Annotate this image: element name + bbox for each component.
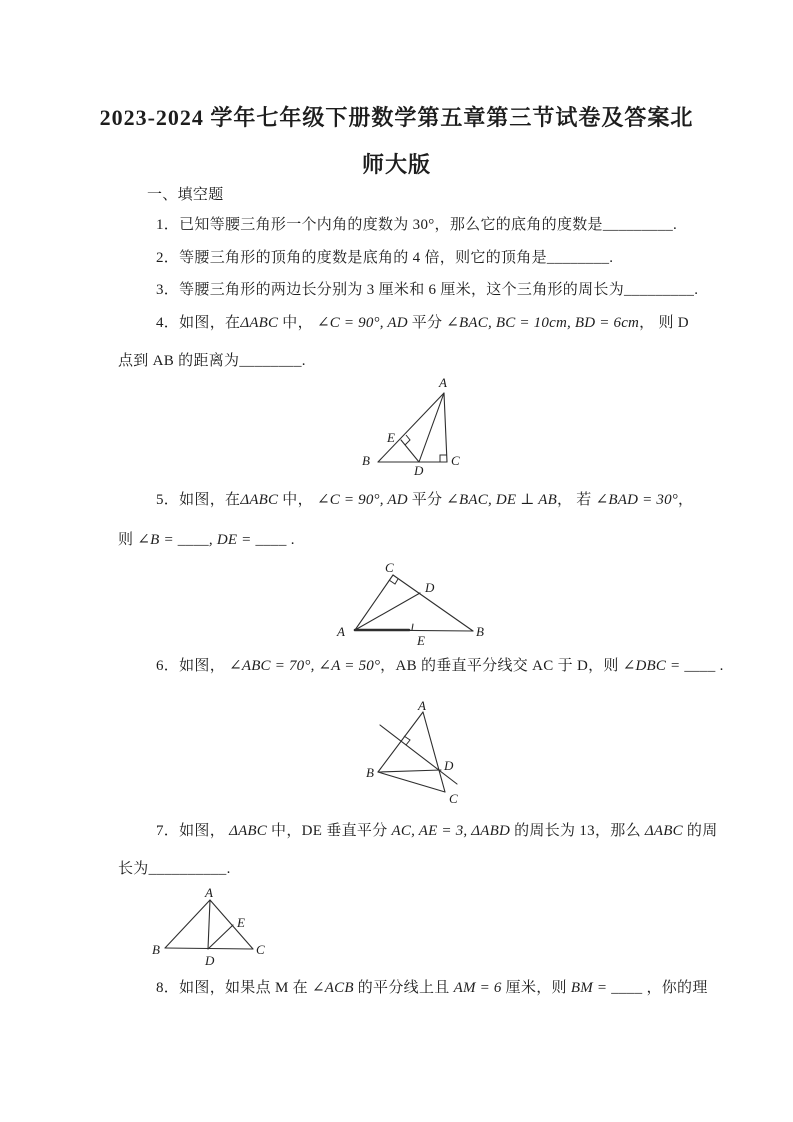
math-expression: ΔABC bbox=[240, 315, 279, 331]
text-run: 2．等腰三角形的顶角的度数是底角的 4 倍，则它的顶角是________. bbox=[156, 250, 614, 266]
figure-question-5 bbox=[333, 556, 485, 648]
text-run: 的周 bbox=[682, 823, 718, 839]
figure-question-6 bbox=[363, 696, 467, 812]
vertex-label-D: D bbox=[444, 758, 454, 773]
question-5-line-2 bbox=[118, 531, 295, 550]
figure-line bbox=[378, 772, 445, 792]
text-run: 1．已知等腰三角形一个内角的度数为 30°，那么它的底角的度数是_________. bbox=[156, 217, 678, 233]
vertex-label-C: C bbox=[451, 453, 460, 468]
vertex-label-A: A bbox=[337, 624, 345, 639]
question-7-line-1 bbox=[156, 822, 718, 841]
vertex-label-B: B bbox=[476, 624, 484, 639]
question-4-line-1 bbox=[156, 314, 689, 333]
question-5-line-1 bbox=[156, 491, 693, 510]
math-expression: AC, AE = 3, ΔABD bbox=[391, 823, 511, 839]
text-run: 长为__________. bbox=[118, 861, 231, 877]
figure-question-4 bbox=[352, 376, 464, 476]
figure-line bbox=[419, 393, 444, 462]
figure-line bbox=[423, 712, 445, 792]
question-1 bbox=[156, 216, 677, 235]
text-run: ，AB 的垂直平分线交 AC 于 D，则 bbox=[380, 658, 623, 674]
text-run: 中， bbox=[278, 492, 317, 508]
vertex-label-C: C bbox=[449, 791, 458, 806]
question-8 bbox=[156, 979, 708, 998]
figure-line bbox=[401, 440, 419, 462]
vertex-label-E: E bbox=[417, 633, 425, 648]
math-expression: BM = bbox=[570, 980, 612, 996]
math-expression: ∠B = bbox=[137, 532, 178, 548]
text-run: ， 则 D bbox=[639, 315, 689, 331]
math-expression: ΔABC bbox=[229, 823, 267, 839]
math-expression: ∠DBC = bbox=[622, 658, 685, 674]
vertex-label-E: E bbox=[237, 915, 245, 930]
figure-line bbox=[165, 900, 210, 948]
figure-line bbox=[412, 624, 413, 630]
section-header-fill-in-the-blanks: 一、填空题 bbox=[147, 187, 224, 203]
text-run: ， bbox=[678, 492, 694, 508]
text-run: ____ bbox=[177, 532, 209, 548]
figure-line bbox=[355, 593, 420, 630]
document-title-line-1: 2023-2024 学年七年级下册数学第五章第三节试卷及答案北 bbox=[99, 105, 694, 130]
vertex-label-C: C bbox=[256, 942, 265, 957]
figure-line bbox=[208, 925, 233, 949]
text-run: 平分 bbox=[411, 315, 443, 331]
text-run: 平分 bbox=[411, 492, 443, 508]
text-run: 中，DE 垂直平分 bbox=[267, 823, 392, 839]
text-run: 4．如图，在 bbox=[156, 315, 241, 331]
vertex-label-D: D bbox=[205, 953, 215, 968]
vertex-label-B: B bbox=[366, 765, 374, 780]
text-run: 5．如图，在 bbox=[156, 492, 241, 508]
vertex-label-A: A bbox=[439, 375, 447, 390]
text-run: ____ . bbox=[684, 658, 724, 674]
right-angle-mark bbox=[405, 435, 410, 445]
text-run: ，你的理 bbox=[646, 980, 708, 996]
vertex-label-B: B bbox=[362, 453, 370, 468]
question-4-line-2 bbox=[118, 352, 306, 371]
text-run: ____ . bbox=[255, 532, 295, 548]
vertex-label-C: C bbox=[385, 560, 394, 575]
math-expression: ΔABC bbox=[644, 823, 683, 839]
figure-line bbox=[355, 575, 393, 630]
text-run: ____ bbox=[611, 980, 647, 996]
text-run: 的周长为 13，那么 bbox=[510, 823, 645, 839]
question-3 bbox=[156, 281, 698, 300]
vertex-label-B: B bbox=[152, 942, 160, 957]
vertex-label-A: A bbox=[418, 698, 426, 713]
math-expression: ∠BAD = 30° bbox=[595, 492, 679, 508]
math-expression: , DE = bbox=[208, 532, 256, 548]
text-run: 3．等腰三角形的两边长分别为 3 厘米和 6 厘米，这个三角形的周长为_________. bbox=[156, 282, 699, 298]
vertex-label-A: A bbox=[205, 885, 213, 900]
math-expression: ΔABC bbox=[240, 492, 279, 508]
math-expression: ∠ABC = 70°, ∠A = 50° bbox=[229, 658, 381, 674]
math-expression: ∠ACB bbox=[312, 980, 354, 996]
vertex-label-E: E bbox=[387, 430, 395, 445]
text-run: 厘米，则 bbox=[501, 980, 571, 996]
text-run: 7．如图， bbox=[156, 823, 230, 839]
math-expression: ∠BAC, DE ⊥ AB bbox=[442, 492, 557, 508]
vertex-label-D: D bbox=[425, 580, 435, 595]
text-run: 点到 AB 的距离为________. bbox=[118, 353, 306, 369]
figure-line bbox=[378, 712, 423, 772]
question-7-line-2 bbox=[118, 860, 231, 879]
text-run: 6．如图， bbox=[156, 658, 230, 674]
text-run: ， 若 bbox=[556, 492, 596, 508]
text-run: 8．如图，如果点 M 在 bbox=[156, 980, 312, 996]
figure-canvas bbox=[333, 556, 485, 648]
figure-line bbox=[378, 770, 441, 772]
question-2 bbox=[156, 249, 613, 268]
right-angle-mark bbox=[440, 455, 447, 462]
figure-line bbox=[444, 393, 447, 462]
math-expression: ∠BAC, BC = 10cm, BD = 6cm bbox=[442, 315, 640, 331]
figure-question-7 bbox=[146, 884, 266, 972]
math-expression: ∠C = 90°, AD bbox=[316, 492, 412, 508]
vertex-label-D: D bbox=[414, 463, 424, 478]
text-run: 的平分线上且 bbox=[353, 980, 454, 996]
text-run: 则 bbox=[118, 532, 138, 548]
text-run: 中， bbox=[278, 315, 317, 331]
question-6 bbox=[156, 657, 724, 676]
math-expression: ∠C = 90°, AD bbox=[316, 315, 412, 331]
math-expression: AM = 6 bbox=[453, 980, 502, 996]
figure-line bbox=[208, 900, 210, 949]
document-title-line-2: 师大版 bbox=[361, 152, 431, 177]
